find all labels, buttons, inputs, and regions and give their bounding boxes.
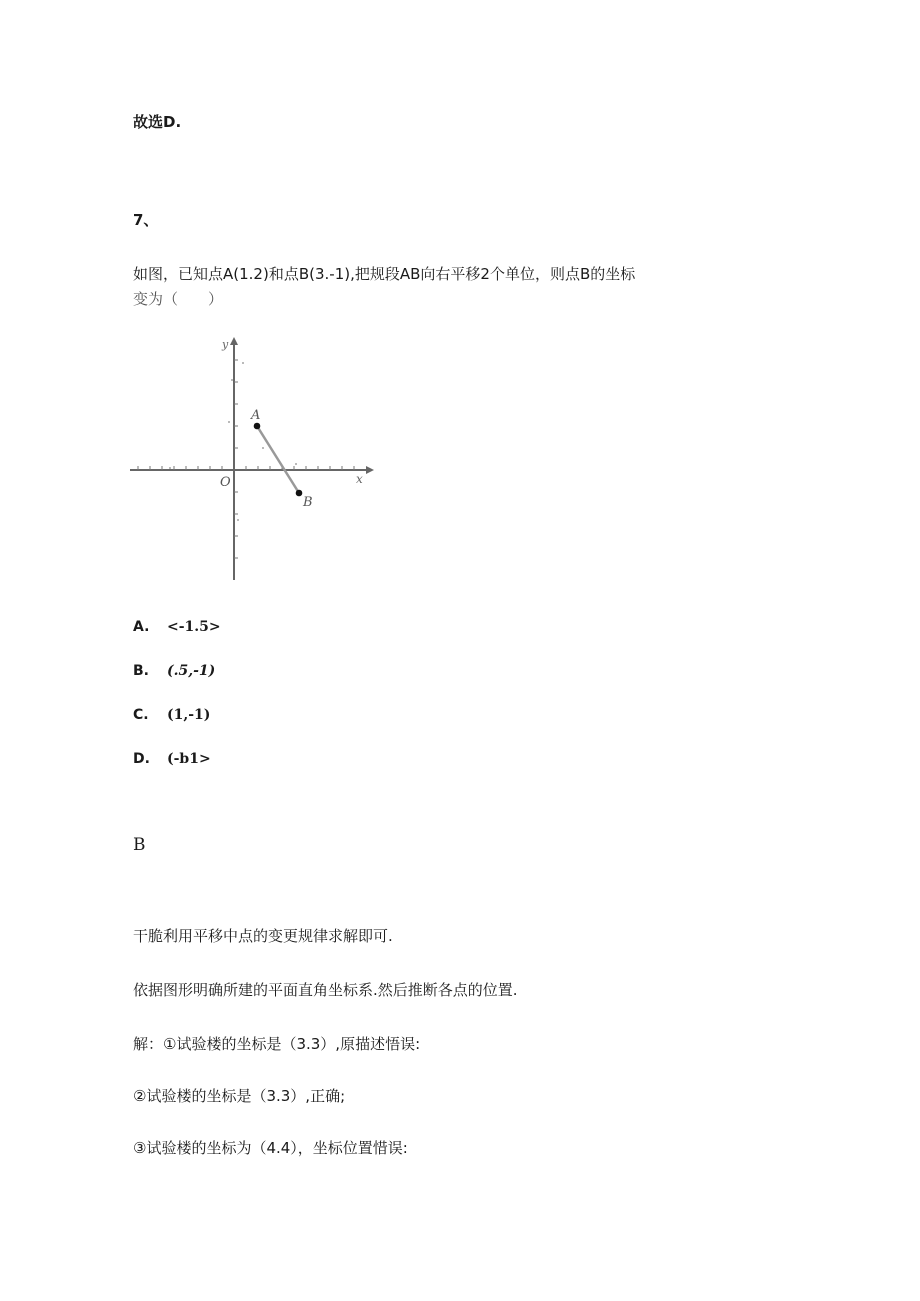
origin-label: O — [220, 475, 231, 490]
previous-conclusion: 故选D. — [133, 113, 182, 131]
y-axis-label: y — [222, 338, 229, 351]
option-text: (1,-1) — [167, 707, 211, 723]
y-axis-arrow — [230, 337, 238, 345]
option-text: <-1.5> — [167, 619, 221, 635]
point-a-label: A — [251, 408, 261, 423]
coordinate-figure — [128, 330, 378, 585]
x-axis-label: x — [356, 472, 363, 486]
analysis-line: ②试验楼的坐标是（3.3）,正确; — [133, 1087, 346, 1105]
option-letter: D. — [133, 751, 150, 767]
question-number: 7、 — [133, 211, 159, 229]
analysis-line: ③试验楼的坐标为（4.4），坐标位置惜误: — [133, 1139, 408, 1157]
question-text-line2: 变为（ ） — [133, 290, 224, 308]
option-letter: A. — [133, 619, 150, 635]
option-text: (-b1> — [167, 751, 211, 767]
option-text: (.5,-1) — [167, 663, 216, 679]
analysis-line: 干脆利用平移中点的变更规律求解即可. — [133, 927, 393, 945]
option-letter: B. — [133, 663, 149, 679]
option-letter: C. — [133, 707, 149, 723]
point-b — [296, 490, 303, 497]
x-axis-arrow — [366, 466, 374, 474]
segment-ab — [257, 426, 299, 493]
question-text-line1: 如图，已知点A(1.2)和点B(3.-1),把规段AB向右平移2个单位，则点B的坐标 — [133, 265, 636, 283]
answer: B — [133, 835, 146, 855]
analysis-line: 依据图形明确所建的平面直角坐标系.然后推断各点的位置. — [133, 981, 518, 999]
point-b-label: B — [303, 495, 313, 510]
point-a — [254, 423, 261, 430]
analysis-line: 解：①试验楼的坐标是（3.3）,原描述悟误: — [133, 1035, 421, 1053]
